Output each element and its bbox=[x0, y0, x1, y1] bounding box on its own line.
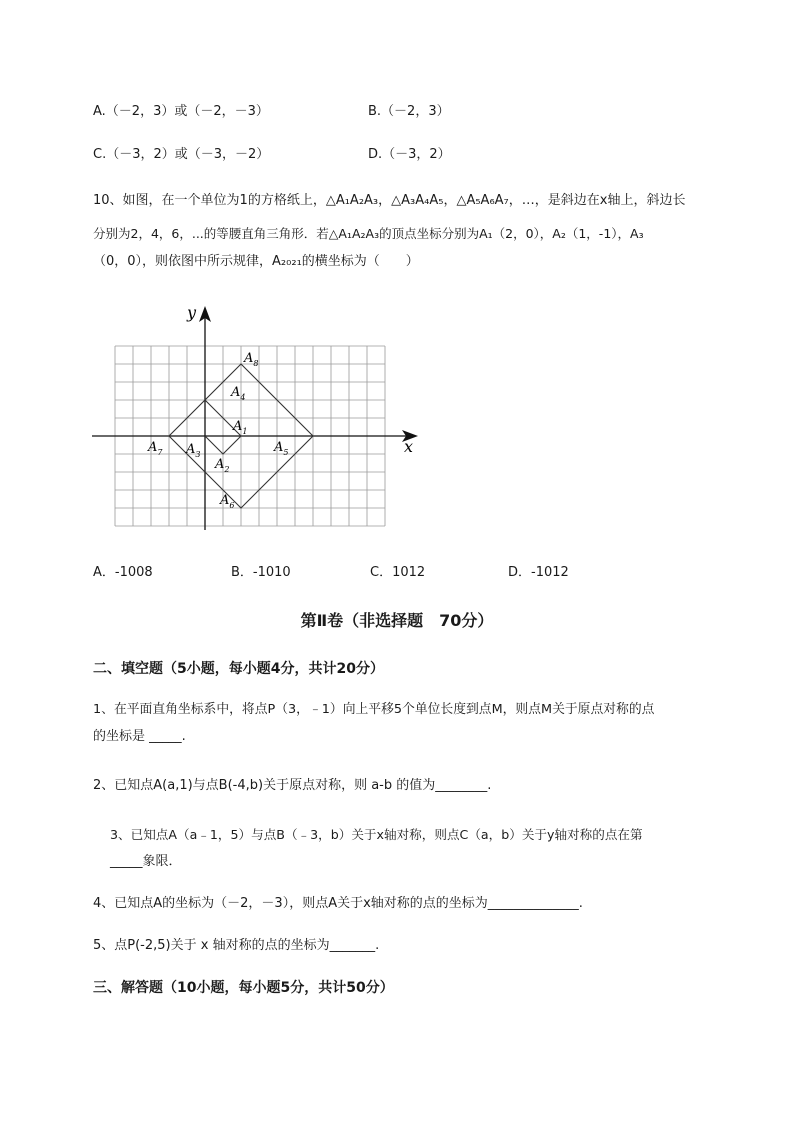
s2-q3-line-2: _____象限． bbox=[110, 854, 182, 869]
label-a1: $A_1$ bbox=[233, 419, 248, 436]
q10-option-a: A．-1008 bbox=[93, 565, 153, 580]
label-a5: $A_5$ bbox=[274, 440, 289, 457]
q9-option-d: D.（－3，2） bbox=[368, 147, 451, 162]
q10-option-c: C．1012 bbox=[370, 565, 426, 580]
q10-option-b: B．-1010 bbox=[231, 565, 291, 580]
s2-q1-line-1: 1、在平面直角坐标系中，将点P（3，﹣1）向上平移5个单位长度到点M，则点M关于原点对称的点 bbox=[93, 702, 655, 717]
s2-q2: 2、已知点A(a,1)与点B(-4,b)关于原点对称，则 a-b 的值为________. bbox=[93, 778, 492, 793]
q10-option-d: D．-1012 bbox=[508, 565, 569, 580]
s2-q3-line-1: 3、已知点A（a﹣1，5）与点B（﹣3，b）关于x轴对称，则点C（a，b）关于y轴对称的点在第 bbox=[110, 827, 643, 842]
q9-option-a: A.（－2，3）或（－2，－3） bbox=[93, 104, 269, 119]
section2-title: 二、填空题（5小题，每小题4分，共计20分） bbox=[93, 661, 384, 677]
label-a4: $A_4$ bbox=[231, 385, 246, 402]
q10-line-1-prefix: 10、如图，在一个单位为1的方格纸上， bbox=[93, 193, 326, 208]
s2-q4: 4、已知点A的坐标为（－2，－3），则点A关于x轴对称的点的坐标为______________. bbox=[93, 896, 583, 911]
q10-figure bbox=[88, 298, 428, 533]
label-a2: $A_2$ bbox=[215, 457, 230, 474]
label-a6: $A_6$ bbox=[220, 493, 235, 510]
q10-line-3: （0，0），则依图中所示规律，A₂₀₂₁的横坐标为（ ） bbox=[93, 254, 419, 269]
s2-q5: 5、点P(-2,5)关于 x 轴对称的点的坐标为_______. bbox=[93, 938, 380, 953]
section3-title: 三、解答题（10小题，每小题5分，共计50分） bbox=[93, 980, 394, 996]
q10-line-2: 分别为2，4，6，...的等腰直角三角形．若△A₁A₂A₃的顶点坐标分别为A₁（2，0），A₂（1，-1），A₃ bbox=[93, 226, 644, 241]
label-a3: $A_3$ bbox=[186, 442, 201, 459]
vol2-title: 第Ⅱ卷（非选择题 70分） bbox=[300, 611, 494, 630]
q9-option-c: C.（－3，2）或（－3，－2） bbox=[93, 147, 270, 162]
q10-line-1-triangles: △A₁A₂A₃，△A₃A₄A₅，△A₅A₆A₇，…， bbox=[325, 193, 548, 208]
y-axis-label: y bbox=[187, 303, 197, 322]
q10-line-1 bbox=[93, 186, 685, 216]
label-a7: $A_7$ bbox=[148, 440, 163, 457]
q10-line-1-suffix: 是斜边在x轴上，斜边长 bbox=[547, 193, 686, 208]
x-axis-label: x bbox=[404, 437, 414, 456]
s2-q1-line-2: 的坐标是 _____. bbox=[93, 729, 186, 744]
q9-option-b: B.（－2，3） bbox=[368, 104, 450, 119]
label-a8: $A_8$ bbox=[244, 351, 259, 368]
